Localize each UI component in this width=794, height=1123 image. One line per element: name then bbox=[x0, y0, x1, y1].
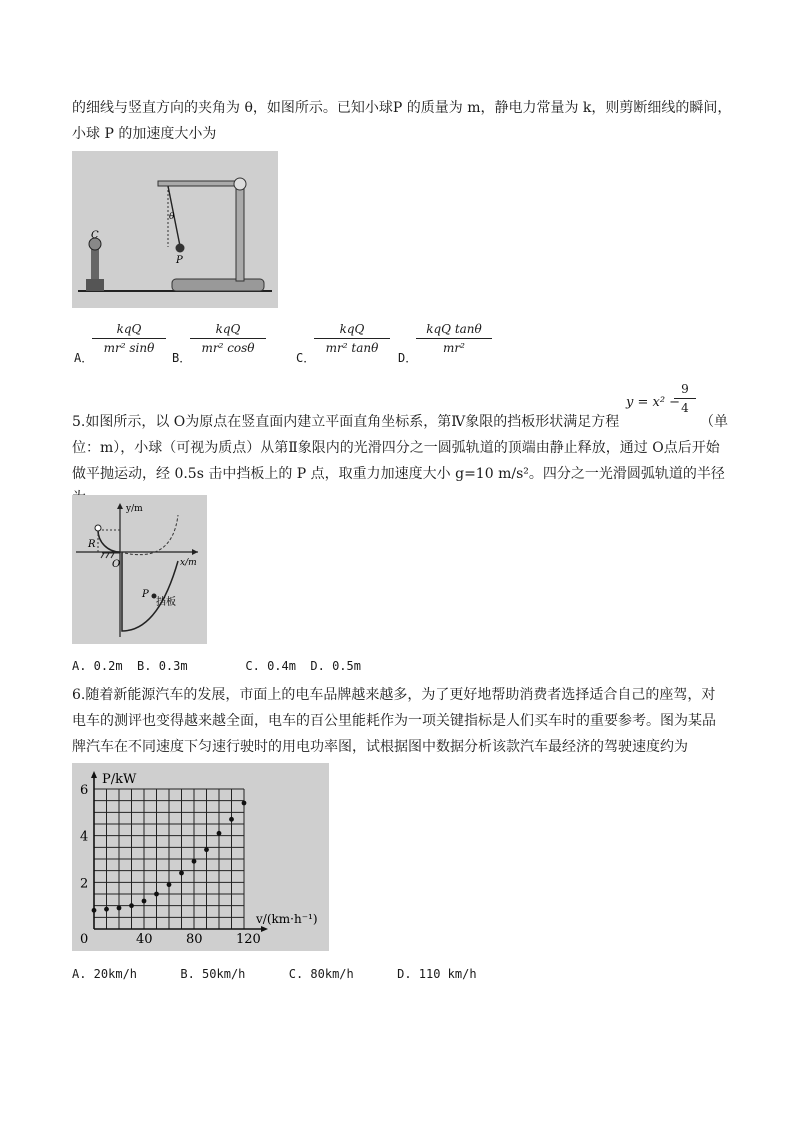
data-point bbox=[129, 903, 134, 908]
q5-label-board: 挡板 bbox=[156, 597, 176, 608]
data-point bbox=[242, 801, 247, 806]
q5-options: A. 0.2m B. 0.3m C. 0.4m D. 0.5m bbox=[72, 659, 361, 673]
q5-figure bbox=[72, 495, 207, 644]
data-point bbox=[229, 817, 234, 822]
y-tick-label: 4 bbox=[80, 829, 89, 845]
q4-text-line1: 的细线与竖直方向的夹角为 θ，如图所示。已知小球P 的质量为 m，静电力常量为 k，则剪断细线的瞬间， bbox=[72, 100, 732, 116]
q4-option-c-num: kqQ bbox=[314, 322, 390, 339]
q6-text-line3: 牌汽车在不同速度下匀速行驶时的用电功率图，试根据图中数据分析该款汽车最经济的驾驶速度约为 bbox=[72, 739, 688, 755]
q5-figure-drawing bbox=[72, 495, 207, 644]
q4-option-d-letter: D． bbox=[398, 351, 418, 365]
q4-text-line2: 小球 P 的加速度大小为 bbox=[72, 126, 217, 142]
q5-label-o: O bbox=[112, 559, 121, 570]
q5-equation-num: 9 bbox=[674, 382, 696, 399]
data-point bbox=[167, 882, 172, 887]
q4-option-a-den: mr² sinθ bbox=[103, 341, 155, 355]
q4-option-c bbox=[314, 322, 390, 355]
q5-text-line3: 做平抛运动，经 0.5s 击中挡板上的 P 点，取重力加速度大小 g=10 m/s²。四分之一光滑圆弧轨道的半径 bbox=[72, 466, 725, 482]
q4-label-c: C bbox=[91, 230, 99, 241]
q4-figure bbox=[72, 151, 278, 308]
q6-chart bbox=[72, 763, 329, 951]
power-speed-chart bbox=[72, 763, 329, 951]
x-axis-arrow bbox=[261, 926, 268, 932]
x-tick-label: 80 bbox=[186, 932, 203, 947]
q5-label-r: R bbox=[88, 539, 96, 550]
chart-x-axis-label: v/(km·h⁻¹) bbox=[256, 912, 318, 926]
q4-option-b-num: kqQ bbox=[190, 322, 266, 339]
q5-label-y: y/m bbox=[126, 504, 143, 514]
data-point bbox=[104, 907, 109, 912]
q4-option-d-num: kqQ tanθ bbox=[416, 322, 492, 339]
data-point bbox=[117, 906, 122, 911]
q4-option-c-letter: C． bbox=[296, 351, 316, 365]
data-point bbox=[179, 871, 184, 876]
q4-option-b bbox=[190, 322, 266, 355]
y-axis-arrow bbox=[91, 771, 97, 778]
data-point bbox=[142, 899, 147, 904]
q5-label-x: x/m bbox=[180, 558, 197, 568]
q5-equation-den: 4 bbox=[681, 401, 689, 415]
q6-text-line1: 6.随着新能源汽车的发展，市面上的电车品牌越来越多，为了更好地帮助消费者选择适合自己的座驾，对 bbox=[72, 687, 716, 703]
chart-y-axis-label: P/kW bbox=[102, 772, 137, 787]
q5-label-p: P bbox=[142, 589, 149, 600]
q5-equation-lhs: y = x² − bbox=[626, 395, 681, 410]
y-tick-label: 2 bbox=[80, 876, 89, 892]
chart-grid bbox=[94, 789, 244, 929]
q4-option-b-den: mr² cosθ bbox=[201, 341, 255, 355]
q5-text-line1: 5.如图所示，以 O为原点在竖直面内建立平面直角坐标系，第Ⅳ象限的挡板形状满足方程 bbox=[72, 414, 620, 430]
q4-option-a bbox=[92, 322, 166, 355]
chart-ticks bbox=[80, 783, 261, 947]
q4-label-theta: θ bbox=[169, 212, 175, 222]
x-tick-label: 120 bbox=[236, 932, 261, 947]
q4-figure-drawing bbox=[72, 151, 278, 308]
data-point bbox=[192, 859, 197, 864]
x-tick-label: 0 bbox=[80, 932, 89, 947]
q6-text-line2: 电车的测评也变得越来越全面，电车的百公里能耗作为一项关键指标是人们买车时的重要参考。图为某品 bbox=[72, 713, 716, 729]
x-tick-label: 40 bbox=[136, 932, 153, 947]
data-point bbox=[92, 908, 97, 913]
q4-label-p: P bbox=[176, 255, 183, 266]
q5-equation-fraction bbox=[674, 382, 696, 415]
q4-option-d bbox=[416, 322, 492, 355]
q5-text-unit: （单 bbox=[700, 414, 728, 430]
q4-option-b-letter: B． bbox=[172, 351, 192, 365]
y-tick-label: 6 bbox=[80, 783, 89, 798]
q5-text-line2: 位：m），小球（可视为质点）从第Ⅱ象限内的光滑四分之一圆弧轨道的顶端由静止释放，通过 O点后开始 bbox=[72, 440, 720, 456]
data-point bbox=[204, 847, 209, 852]
data-point bbox=[154, 892, 159, 897]
q4-option-c-den: mr² tanθ bbox=[325, 341, 379, 355]
q4-option-d-den: mr² bbox=[443, 341, 465, 355]
q4-option-a-letter: A． bbox=[74, 351, 94, 365]
q6-options: A. 20km/h B. 50km/h C. 80km/h D. 110 km/h bbox=[72, 967, 477, 981]
data-point bbox=[217, 831, 222, 836]
q4-option-a-num: kqQ bbox=[92, 322, 166, 339]
